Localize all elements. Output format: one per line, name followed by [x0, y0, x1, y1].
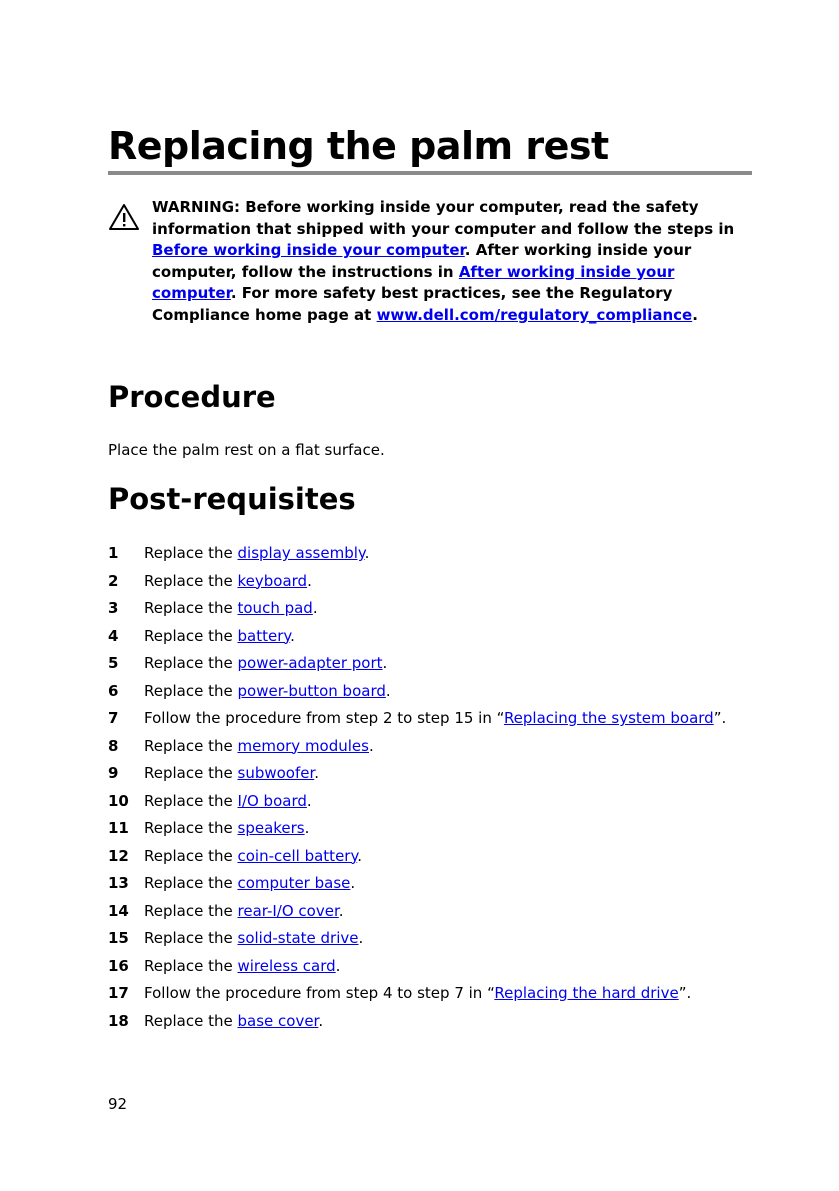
step-text-prefix: Replace the	[144, 929, 238, 947]
step-number: 8	[108, 736, 119, 755]
page-title: Replacing the palm rest	[108, 124, 609, 168]
step-text-suffix: .	[357, 846, 362, 865]
step-number: 13	[108, 874, 129, 892]
step-link[interactable]: Replacing the system board	[503, 709, 714, 727]
step-text-prefix: Replace the	[144, 791, 238, 810]
step-text-suffix: .	[350, 874, 356, 892]
step-number: 16	[108, 956, 129, 975]
step-text-suffix: .	[364, 544, 370, 562]
warning-text-part: WARNING: Before working inside your computer, read the safety information that shipped with your computer and follow the steps in	[152, 198, 735, 238]
step-link[interactable]: wireless card	[237, 956, 336, 975]
step-text-suffix: .	[385, 681, 391, 700]
step-number: 11	[108, 819, 129, 837]
step-text	[144, 898, 344, 926]
step-item	[108, 925, 758, 953]
step-item	[108, 898, 758, 926]
step-item	[108, 568, 758, 596]
step-number: 4	[108, 626, 119, 645]
step-link[interactable]: Replacing the hard drive	[494, 984, 679, 1002]
step-text-suffix: .	[290, 626, 295, 645]
step-text-prefix: Replace the	[144, 571, 238, 590]
step-text-suffix: .	[314, 764, 320, 782]
step-item	[108, 678, 758, 706]
step-number: 7	[108, 709, 119, 727]
step-item	[108, 733, 758, 761]
step-text-prefix: Replace the	[144, 626, 238, 645]
step-item	[108, 623, 758, 651]
warning-text-part: . For more safety best practices, see the Regulatory Compliance home page at	[152, 284, 673, 324]
step-number: 14	[108, 901, 129, 920]
step-text-prefix: Replace the	[144, 846, 238, 865]
step-text	[144, 760, 319, 788]
title-underline-rule	[108, 171, 752, 175]
step-text	[144, 788, 312, 816]
step-text	[144, 953, 340, 981]
step-item	[108, 595, 758, 623]
warning-triangle-icon	[108, 203, 140, 231]
step-link[interactable]: rear-I/O cover	[237, 901, 339, 920]
step-link[interactable]: touch pad	[237, 599, 313, 617]
step-number: 6	[108, 681, 119, 700]
step-number: 1	[108, 544, 119, 562]
step-text	[144, 815, 309, 843]
step-text	[144, 733, 374, 761]
step-text-suffix: .	[335, 956, 341, 975]
step-number: 10	[108, 791, 129, 810]
procedure-heading: Procedure	[108, 380, 276, 414]
link-regulatory-compliance[interactable]: www.dell.com/regulatory_compliance	[376, 305, 693, 324]
page-number: 92	[108, 1095, 128, 1113]
warning-text-part: . After working inside your computer, follow the instructions in	[152, 241, 692, 281]
step-number: 18	[108, 1011, 129, 1030]
step-text	[144, 870, 355, 898]
step-text-prefix: Replace the	[144, 819, 238, 837]
warning-text	[152, 197, 752, 327]
step-text	[144, 1008, 323, 1036]
warning-text-part: .	[692, 305, 698, 324]
step-item	[108, 650, 758, 678]
step-number: 17	[108, 984, 129, 1002]
step-text	[144, 925, 363, 953]
step-text-suffix: .	[338, 901, 344, 920]
procedure-text: Place the palm rest on a flat surface.	[108, 441, 385, 459]
step-link[interactable]: keyboard	[237, 571, 308, 590]
step-item	[108, 760, 758, 788]
step-link[interactable]: memory modules	[237, 736, 369, 755]
step-link[interactable]: solid-state drive	[237, 929, 359, 947]
post-requisites-heading: Post-requisites	[108, 482, 356, 516]
step-link[interactable]: display assembly	[237, 544, 365, 562]
step-text	[144, 568, 312, 596]
step-text	[144, 843, 362, 871]
step-text-suffix: .	[382, 654, 388, 672]
step-link[interactable]: I/O board	[237, 791, 307, 810]
step-text-prefix: Replace the	[144, 736, 238, 755]
step-item	[108, 1008, 758, 1036]
step-number: 5	[108, 654, 119, 672]
step-item	[108, 843, 758, 871]
step-text-prefix: Replace the	[144, 544, 238, 562]
step-text	[144, 650, 387, 678]
step-link[interactable]: base cover	[237, 1011, 319, 1030]
step-link[interactable]: subwoofer	[237, 764, 315, 782]
step-text-suffix: .	[307, 571, 312, 590]
step-item	[108, 980, 758, 1008]
step-link[interactable]: coin-cell battery	[237, 846, 358, 865]
step-text-prefix: Replace the	[144, 681, 238, 700]
step-link[interactable]: battery	[237, 626, 291, 645]
step-item	[108, 788, 758, 816]
post-requisites-list	[108, 540, 758, 1035]
step-text	[144, 980, 691, 1008]
step-text	[144, 705, 726, 733]
step-number: 15	[108, 929, 129, 947]
step-text-suffix: .	[318, 1011, 324, 1030]
step-number: 9	[108, 764, 119, 782]
step-item	[108, 870, 758, 898]
step-link[interactable]: speakers	[237, 819, 305, 837]
step-text-suffix: .	[368, 736, 374, 755]
step-link[interactable]: power-adapter port	[237, 654, 383, 672]
step-number: 12	[108, 846, 129, 865]
link-before-working[interactable]: Before working inside your computer	[152, 241, 465, 260]
step-text-suffix: .	[312, 599, 318, 617]
step-text-suffix: .	[304, 819, 310, 837]
step-text-prefix: Replace the	[144, 901, 238, 920]
step-text	[144, 540, 369, 568]
link-after-working[interactable]: After working inside your computer	[152, 262, 675, 303]
step-text	[144, 678, 391, 706]
step-text-prefix: Follow the procedure from step 4 to step 7 in “	[144, 984, 495, 1002]
step-item	[108, 705, 758, 733]
step-text-prefix: Replace the	[144, 874, 238, 892]
step-item	[108, 815, 758, 843]
step-text-prefix: Replace the	[144, 654, 238, 672]
step-text	[144, 595, 318, 623]
step-item	[108, 953, 758, 981]
step-number: 2	[108, 571, 119, 590]
step-text-suffix: .	[358, 929, 364, 947]
step-text-suffix: ”.	[678, 984, 692, 1002]
step-text-prefix: Replace the	[144, 956, 238, 975]
step-text-prefix: Follow the procedure from step 2 to step 15 in “	[144, 709, 504, 727]
step-number: 3	[108, 599, 119, 617]
step-text-prefix: Replace the	[144, 1011, 238, 1030]
step-item	[108, 540, 758, 568]
step-text-prefix: Replace the	[144, 599, 238, 617]
step-text-suffix: .	[306, 791, 312, 810]
step-text-prefix: Replace the	[144, 764, 238, 782]
step-text-suffix: ”.	[713, 709, 727, 727]
step-link[interactable]: computer base	[237, 874, 351, 892]
step-link[interactable]: power-button board	[237, 681, 386, 700]
step-text	[144, 623, 295, 651]
